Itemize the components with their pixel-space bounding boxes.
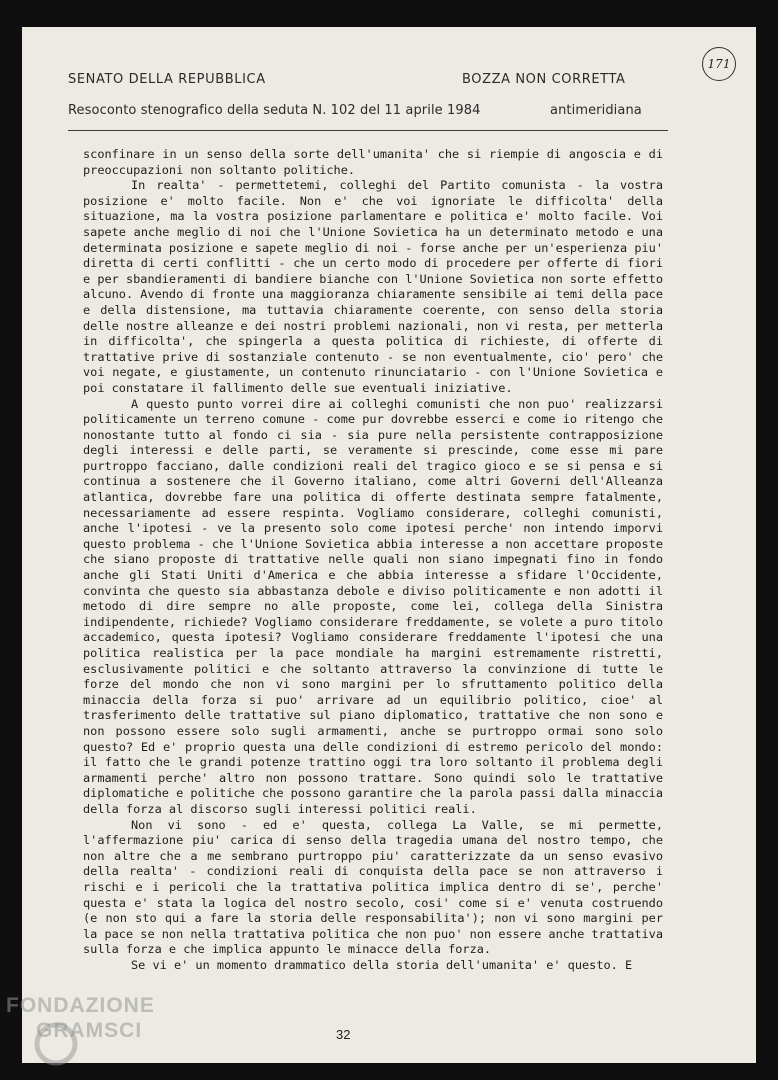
paragraph: sconfinare in un senso della sorte dell'umanita' che si riempie di angoscia e di preoccupazioni non soltanto politiche.: [83, 147, 663, 177]
paragraph: In realta' - permettetemi, colleghi del Partito comunista - la vostra posizione e' molto facile. Non e' che voi ignoriate le difficolta' della situazione, ma la vostra posizione parlamentare e politica e' molto facile. Voi sapete anche meglio di noi che l'Unione Sovietica ha un determinato metodo e una determinata posizione e sapete meglio di noi - forse anche per un'esperienza piu' diretta di certi conflitti - che un certo modo di procedere per offerte di fiori e per sbandieramenti di bandiere bianche con l'Unione Sovietica non sorte effetto alcuno. Avendo di fronte una maggioranza chiaramente sensibile ai temi della pace e della distensione, ma tuttavia chiaramente coerente, con senso della storia delle nostre alleanze e dei nostri problemi nazionali, non vi resta, per metterla in difficolta', che spingerla a questa politica di richieste, di offerte di trattative prive di sostanziale contenuto - se non eventualmente, cio' pero' che voi negate, e giustamente, un contenuto rinunciatario - con l'Unione Sovietica e poi constatare il fallimento delle sue eventuali iniziative.: [83, 178, 663, 395]
header-divider: [68, 130, 668, 131]
draft-status: BOZZA NON CORRETTA: [462, 72, 626, 87]
paragraph: Se vi e' un momento drammatico della storia dell'umanita' e' questo. E: [131, 957, 633, 972]
page-number: 32: [336, 1027, 351, 1042]
transcript-body: [83, 147, 663, 973]
watermark-text-2: GRAMSCI: [36, 1019, 143, 1042]
time-of-day: antimeridiana: [550, 103, 642, 118]
institution-header: SENATO DELLA REPUBBLICA: [68, 72, 266, 87]
session-reference: Resoconto stenografico della seduta N. 102 del 11 aprile 1984: [68, 103, 481, 118]
watermark-text-1: FONDAZIONE: [6, 994, 155, 1017]
paragraph: Non vi sono - ed e' questa, collega La Valle, se mi permette, l'affermazione piu' carica di senso della tragedia umana del nostro tempo, che non altre che a me sembrano purtroppo piu' caratterizzate da un senso evasivo della realta' - condizioni reali di conquista della pace se non attraverso i rischi e i pericoli che la trattativa politica implica dentro di se', perche' questa e' stata la logica del nostro secolo, cosi' come si e' venuta costruendo (e non sto qui a fare la storia delle responsabilita'); non vi sono margini per la pace se non nella trattativa politica che non puo' non essere anche trattativa sulla forza e che implica appunto le minacce della forza.: [83, 817, 663, 957]
paragraph: A questo punto vorrei dire ai colleghi comunisti che non puo' realizzarsi politicamente un terreno comune - come pur dovrebbe esserci e come io ritengo che nonostante tutto al fondo ci sia - sia pure nella persistente contrapposizione degli interessi e delle parti, se veramente si prescinde, come esse mi pare purtroppo facciano, dalle condizioni reali del tragico gioco e se si pensa e si continua a sostenere che il Governo italiano, come altri Governi dell'Alleanza atlantica, dovrebbe fare una politica di offerte destinata sempre fatalmente, necessariamente ad essere respinta. Vogliamo considerare, colleghi comunisti, anche l'ipotesi - ve la presento solo come ipotesi perche' non intendo imporvi questo problema - che l'Unione Sovietica abbia interesse a non accettare proposte che siano proposte di trattative nelle quali non siano impegnati fino in fondo anche gli Stati Uniti d'America e che abbia interesse a sfidare l'Occidente, convinta che questo sia abbastanza debole e diviso politicamente e non adotti il metodo di dire sempre no alle proposte, come lei, collega della Sinistra indipendente, richiede? Vogliamo considerare freddamente, se volete a puro titolo accademico, questa ipotesi? Vogliamo considerare freddamente l'ipotesi che una politica realistica per la pace mondiale ha margini estremamente ristretti, esclusivamente politici e che soltanto attraverso la convinzione di tutte le forze del mondo che non vi sono margini per lo sfruttamento politico della minaccia della forza si puo' arrivare ad un equilibrio politico, cioe' al trasferimento delle trattative sul piano diplomatico, trattative che non sono e non possono essere solo sugli armamenti, anche se purtroppo ormai sono solo questo? Ed e' proprio questa una delle condizioni di estremo pericolo del mondo: il fatto che le grandi potenze trattino oggi tra loro soltanto il problema degli armamenti perche' altro non possono trattare. Sono quindi solo le trattative diplomatiche e politiche che possono garantire che la parola passi dalla minaccia della forza al discorso sugli interessi politici reali.: [83, 396, 663, 816]
document-page: [22, 27, 756, 1063]
folio-stamp: 171: [702, 47, 736, 81]
